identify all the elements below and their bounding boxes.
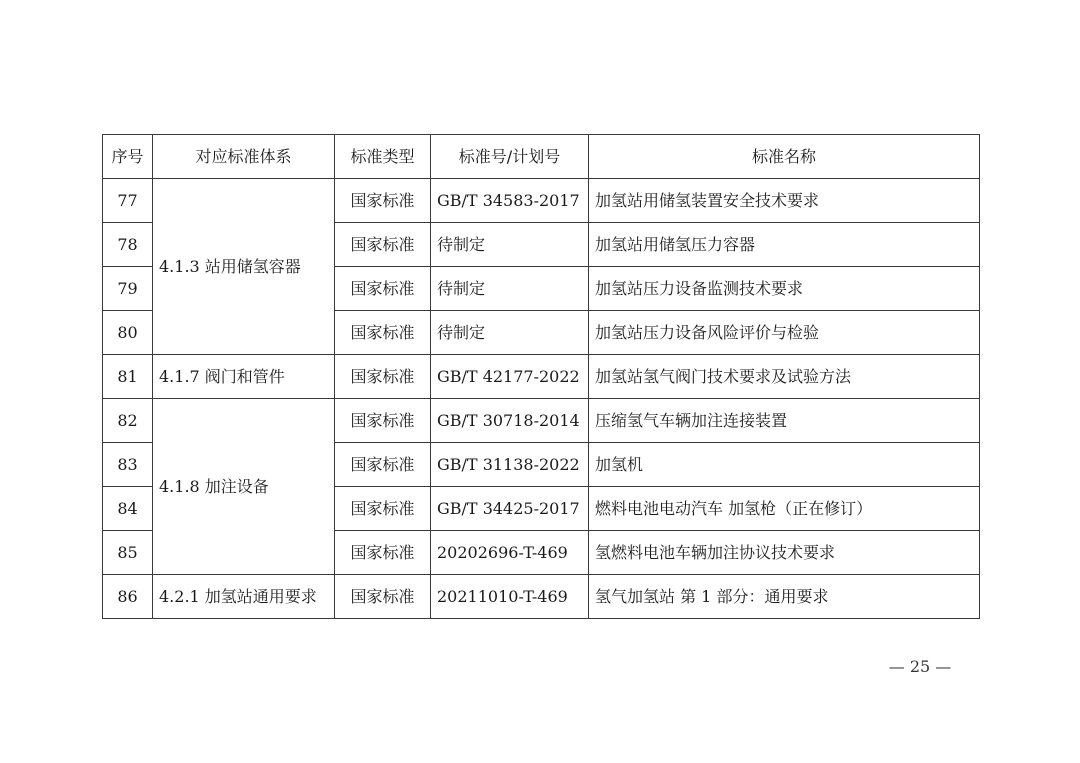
row-type: 国家标准 — [335, 531, 431, 575]
row-type: 国家标准 — [335, 267, 431, 311]
row-name: 加氢站氢气阀门技术要求及试验方法 — [589, 355, 980, 399]
row-number: GB/T 42177-2022 — [431, 355, 589, 399]
row-number: 待制定 — [431, 223, 589, 267]
row-number: 待制定 — [431, 311, 589, 355]
row-type: 国家标准 — [335, 443, 431, 487]
row-number: GB/T 34583-2017 — [431, 179, 589, 223]
row-seq: 78 — [103, 223, 153, 267]
row-name: 氢燃料电池车辆加注协议技术要求 — [589, 531, 980, 575]
header-name: 标准名称 — [589, 135, 980, 179]
header-system: 对应标准体系 — [153, 135, 335, 179]
row-seq: 81 — [103, 355, 153, 399]
row-seq: 85 — [103, 531, 153, 575]
row-name: 加氢站压力设备风险评价与检验 — [589, 311, 980, 355]
table-row — [103, 355, 980, 399]
row-seq: 77 — [103, 179, 153, 223]
row-number: GB/T 31138-2022 — [431, 443, 589, 487]
table-header-row — [103, 135, 980, 179]
row-number: GB/T 34425-2017 — [431, 487, 589, 531]
row-type: 国家标准 — [335, 179, 431, 223]
row-type: 国家标准 — [335, 311, 431, 355]
row-system: 4.2.1 加氢站通用要求 — [153, 575, 335, 619]
row-name: 加氢站压力设备监测技术要求 — [589, 267, 980, 311]
row-system: 4.1.3 站用储氢容器 — [153, 179, 335, 355]
page-number: — 25 — — [888, 657, 952, 676]
row-seq: 82 — [103, 399, 153, 443]
row-type: 国家标准 — [335, 575, 431, 619]
row-name: 加氢站用储氢压力容器 — [589, 223, 980, 267]
row-number: 待制定 — [431, 267, 589, 311]
row-type: 国家标准 — [335, 399, 431, 443]
table-row — [103, 575, 980, 619]
row-system: 4.1.7 阀门和管件 — [153, 355, 335, 399]
row-seq: 84 — [103, 487, 153, 531]
row-seq: 80 — [103, 311, 153, 355]
header-number: 标准号/计划号 — [431, 135, 589, 179]
standards-table — [102, 134, 980, 619]
table-row — [103, 399, 980, 443]
row-system: 4.1.8 加注设备 — [153, 399, 335, 575]
row-number: 20202696-T-469 — [431, 531, 589, 575]
row-name: 压缩氢气车辆加注连接装置 — [589, 399, 980, 443]
row-number: 20211010-T-469 — [431, 575, 589, 619]
table-row — [103, 179, 980, 223]
row-seq: 79 — [103, 267, 153, 311]
row-type: 国家标准 — [335, 355, 431, 399]
header-type: 标准类型 — [335, 135, 431, 179]
row-name: 加氢站用储氢装置安全技术要求 — [589, 179, 980, 223]
row-seq: 83 — [103, 443, 153, 487]
row-number: GB/T 30718-2014 — [431, 399, 589, 443]
row-seq: 86 — [103, 575, 153, 619]
row-type: 国家标准 — [335, 487, 431, 531]
row-name: 燃料电池电动汽车 加氢枪（正在修订） — [589, 487, 980, 531]
row-type: 国家标准 — [335, 223, 431, 267]
header-seq: 序号 — [103, 135, 153, 179]
row-name: 氢气加氢站 第 1 部分：通用要求 — [589, 575, 980, 619]
row-name: 加氢机 — [589, 443, 980, 487]
